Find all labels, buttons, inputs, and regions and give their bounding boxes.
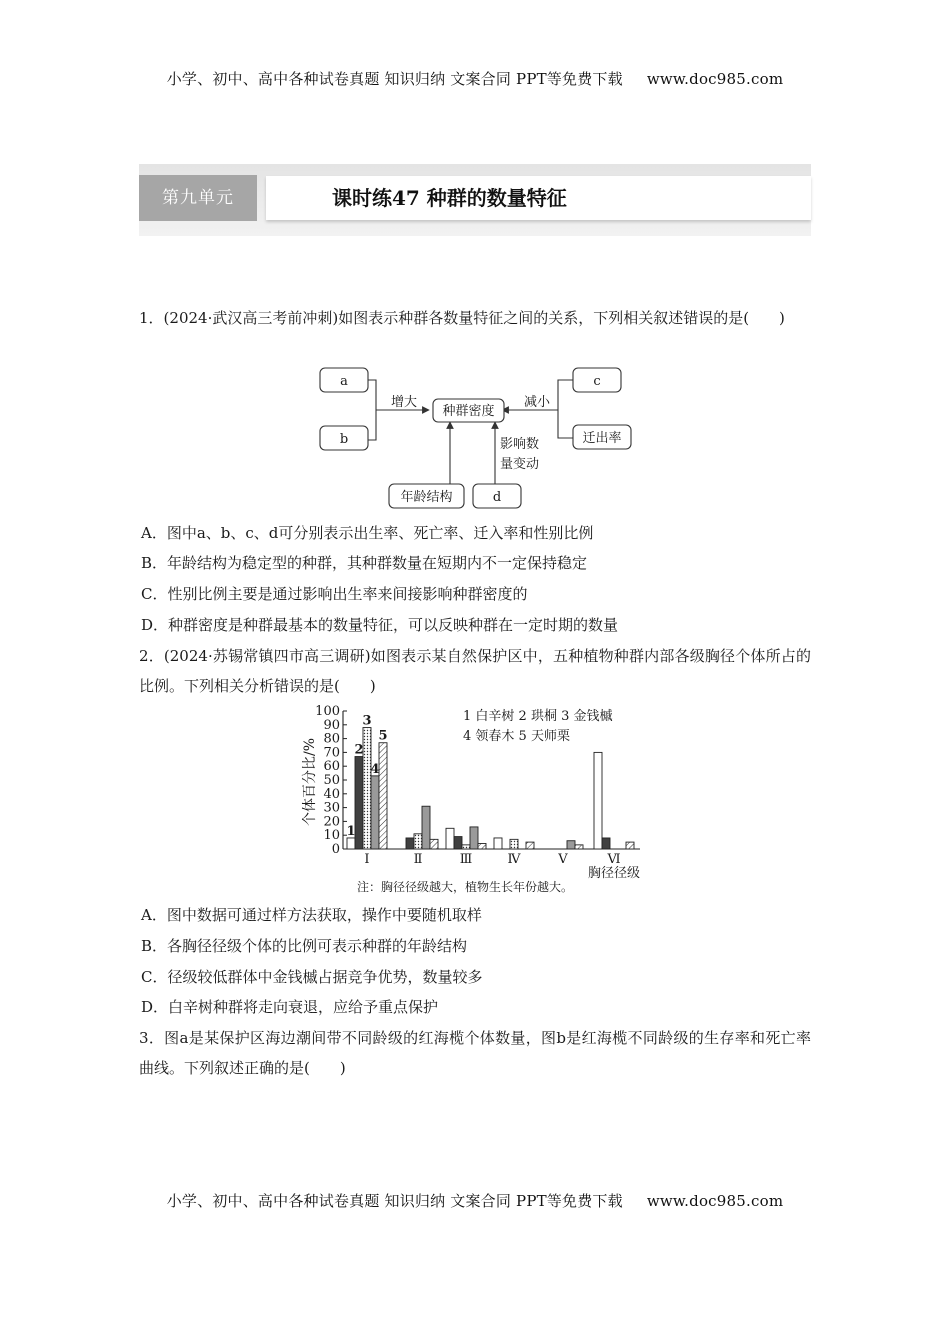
chart-category-label: Ⅱ <box>413 852 423 867</box>
header-site: www.doc985.com <box>646 70 784 88</box>
q1-option-a: A．图中a、b、c、d可分别表示出生率、死亡率、迁入率和性别比例 <box>141 524 594 542</box>
q2-bar-chart <box>300 702 645 898</box>
bar-5-6 <box>626 842 634 849</box>
q1-option-c: C．性别比例主要是通过影响出生率来间接影响种群密度的 <box>141 585 528 603</box>
header-text: 小学、初中、高中各种试卷真题 知识归纳 文案合同 PPT等免费下载 <box>166 70 623 88</box>
bar-1-3 <box>446 828 454 849</box>
bar-4-1 <box>371 776 379 849</box>
label-decrease: 减小 <box>523 395 551 410</box>
chart-y-tick-label: 20 <box>323 814 340 830</box>
chart-y-tick-label: 10 <box>323 828 340 844</box>
lesson-title: 课时练47 种群的数量特征 <box>332 186 567 210</box>
bar-4-3 <box>470 827 478 849</box>
chart-y-tick-label: 50 <box>323 773 340 788</box>
chart-ylabel: 个体百分比/% <box>302 737 318 827</box>
label-d: d <box>492 490 502 505</box>
page-footer <box>0 1190 950 1211</box>
bar-5-1 <box>379 743 387 849</box>
unit-tag: 第九单元 <box>139 175 257 221</box>
bar-1-4 <box>494 838 502 849</box>
series-number-label: 2 <box>354 742 364 758</box>
bar-5-5 <box>575 845 583 849</box>
lesson-title-box <box>266 176 811 220</box>
footer-site: www.doc985.com <box>646 1192 784 1210</box>
page-header <box>0 68 950 89</box>
q2-stem: 2．(2024·苏锡常镇四市高三调研)如图表示某自然保护区中，五种植物种群内部各级胸径个体所占的比例。下列相关分析错误的是( ) <box>139 647 811 695</box>
bar-5-4 <box>526 842 534 849</box>
chart-category-label: Ⅲ <box>459 852 473 867</box>
label-influence-2: 量变动 <box>500 457 540 472</box>
bar-2-2 <box>406 838 414 849</box>
bar-1-1 <box>347 838 355 849</box>
chart-y-tick-label: 0 <box>331 842 340 857</box>
chart-category-label: Ⅳ <box>507 852 521 867</box>
series-number-label: 1 <box>346 823 356 839</box>
connector-a-b <box>368 380 376 440</box>
q2-option-a: A．图中数据可通过样方法获取，操作中要随机取样 <box>141 906 482 924</box>
unit-banner <box>139 164 811 236</box>
label-emigration: 迁出率 <box>582 431 622 446</box>
chart-category-label: Ⅰ <box>364 852 370 867</box>
bar-5-2 <box>430 839 438 849</box>
bar-5-3 <box>478 843 486 849</box>
bar-3-2 <box>414 834 422 849</box>
chart-y-tick-label: 30 <box>323 800 340 816</box>
bar-1-6 <box>594 752 602 849</box>
bar-3-3 <box>462 845 470 849</box>
label-b: b <box>339 432 349 447</box>
bar-2-1 <box>355 757 363 849</box>
chart-y-tick-label: 100 <box>315 704 340 719</box>
q1-concept-diagram <box>316 364 636 510</box>
label-c: c <box>593 374 601 389</box>
chart-note: 注：胸径径级越大，植物生长年份越大。 <box>357 880 574 894</box>
q1-option-d: D．种群密度是种群最基本的数量特征，可以反映种群在一定时期的数量 <box>141 616 619 634</box>
label-age: 年龄结构 <box>400 490 453 505</box>
series-number-label: 5 <box>378 728 388 744</box>
bar-2-6 <box>602 838 610 849</box>
bar-4-2 <box>422 806 430 849</box>
chart-xlabel: 胸径径级 <box>587 866 641 881</box>
label-a: a <box>340 374 348 389</box>
footer-text: 小学、初中、高中各种试卷真题 知识归纳 文案合同 PPT等免费下载 <box>166 1192 623 1210</box>
chart-legend-line1: 1 白辛树 2 珙桐 3 金钱槭 <box>463 709 613 724</box>
label-increase: 增大 <box>390 395 418 410</box>
chart-category-label: Ⅵ <box>607 852 621 867</box>
label-density: 种群密度 <box>442 404 495 419</box>
chart-y-tick-label: 40 <box>323 786 340 802</box>
bar-3-4 <box>510 839 518 849</box>
q1-stem: 1．(2024·武汉高三考前冲刺)如图表示种群各数量特征之间的关系，下列相关叙述错误的是( ) <box>139 309 785 327</box>
q2-option-c: C．径级较低群体中金钱槭占据竞争优势，数量较多 <box>141 968 483 986</box>
q2-option-d: D．白辛树种群将走向衰退，应给予重点保护 <box>141 998 439 1016</box>
q2-option-b: B．各胸径径级个体的比例可表示种群的年龄结构 <box>141 937 468 955</box>
q3-stem: 3．图a是某保护区海边潮间带不同龄级的红海榄个体数量，图b是红海榄不同龄级的生存率和死亡率曲线。下列叙述正确的是( ) <box>139 1029 811 1077</box>
chart-y-tick-label: 90 <box>323 717 340 733</box>
chart-category-label: Ⅴ <box>558 852 568 867</box>
chart-y-tick-label: 70 <box>323 745 340 761</box>
bar-2-3 <box>454 837 462 849</box>
bar-3-1 <box>363 728 371 849</box>
series-number-label: 4 <box>370 761 380 777</box>
chart-legend-line2: 4 领春木 5 天师栗 <box>463 729 570 744</box>
label-influence-1: 影响数 <box>500 437 540 452</box>
series-number-label: 3 <box>362 713 372 729</box>
chart-y-tick-label: 80 <box>323 731 340 747</box>
q1-option-b: B．年龄结构为稳定型的种群，其种群数量在短期内不一定保持稳定 <box>141 554 588 572</box>
chart-y-tick-label: 60 <box>323 759 340 775</box>
bar-4-5 <box>567 841 575 849</box>
